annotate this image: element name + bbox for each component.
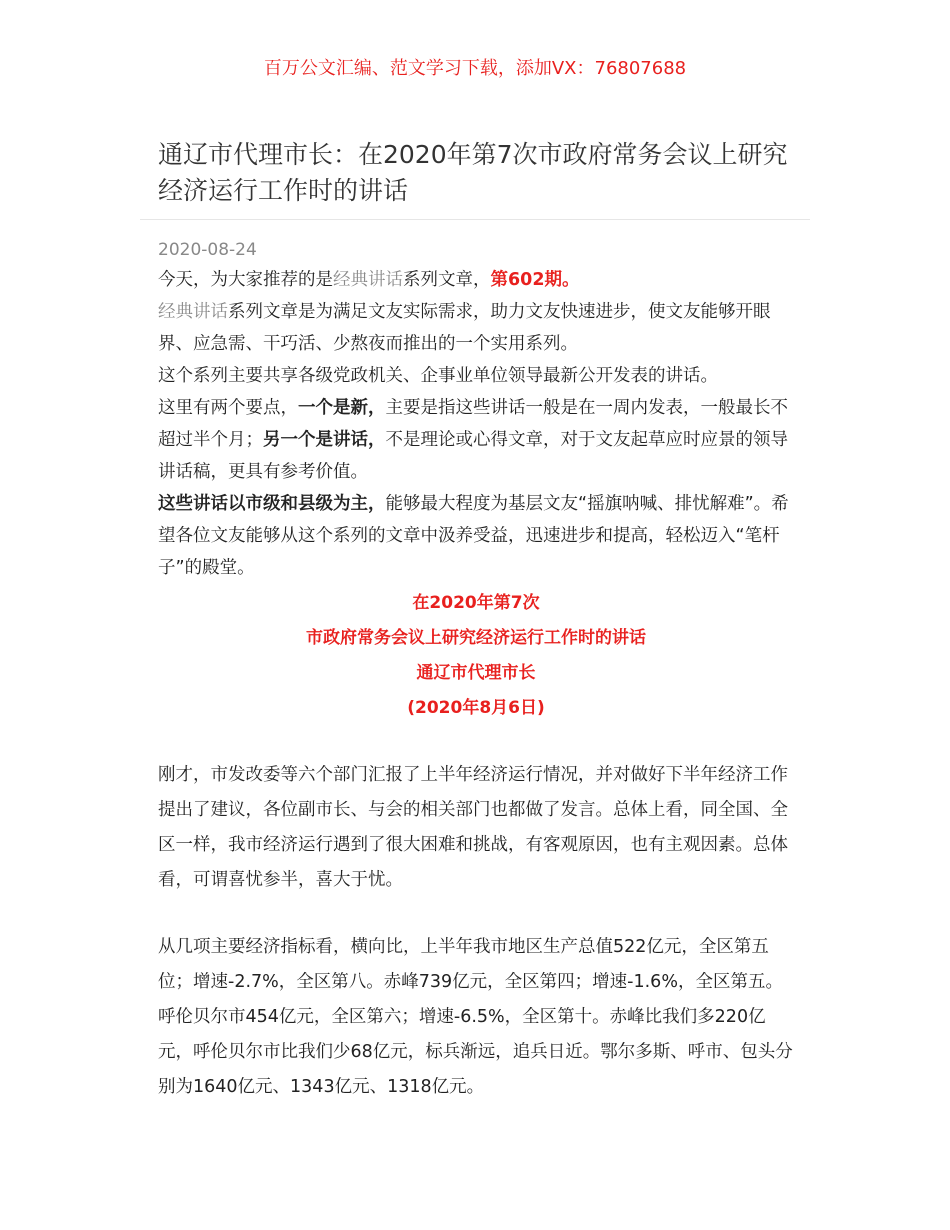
speech-heading-line-4: (2020年8月6日) xyxy=(407,698,545,718)
issue-number: 第602期。 xyxy=(490,270,580,290)
speech-heading xyxy=(158,586,794,726)
body-paragraph: 刚才，市发改委等六个部门汇报了上半年经济运行情况，并对做好下半年经济工作提出了建议，各位副市长、与会的相关部门也都做了发言。总体上看，同全国、全区一样，我市经济运行遇到了很大困难和挑战，有客观原因，也有主观因素。总体看，可谓喜忧参半，喜大于忧。 xyxy=(158,765,788,890)
series-name: 经典讲话 xyxy=(158,302,228,322)
intro-line-5: 这些讲话以市级和县级为主，能够最大程度为基层文友“摇旗呐喊、排忧解难”。希望各位文友能够从这个系列的文章中汲养受益，迅速进步和提高，轻松迈入“笔杆子”的殿堂。 xyxy=(158,494,789,578)
intro-line-2: 经典讲话系列文章是为满足文友实际需求，助力文友快速进步，使文友能够开眼界、应急需、干巧活、少熬夜而推出的一个实用系列。 xyxy=(158,302,771,354)
speech-heading-line-2: 市政府常务会议上研究经济运行工作时的讲话 xyxy=(306,628,646,648)
intro-line-1: 今天，为大家推荐的是经典讲话系列文章，第602期。 xyxy=(158,270,580,290)
title-divider xyxy=(140,219,810,220)
speech-heading-line-3: 通辽市代理市长 xyxy=(416,663,536,683)
publish-date: 2020-08-24 xyxy=(158,240,257,260)
body-paragraph: 从几项主要经济指标看，横向比，上半年我市地区生产总值522亿元，全区第五位；增速-2.7%，全区第八。赤峰739亿元，全区第四；增速-1.6%，全区第五。呼伦贝尔市454亿元，全区第六；增速-6.5%，全区第十。赤峰比我们多220亿元，呼伦贝尔市比我们少68亿元，标兵渐远，追兵日近。鄂尔多斯、呼市、包头分别为1640亿元、1343亿元、1318亿元。 xyxy=(158,937,793,1097)
article-title: 通辽市代理市长：在2020年第7次市政府常务会议上研究经济运行工作时的讲话 xyxy=(158,140,788,205)
speech-heading-line-1: 在2020年第7次 xyxy=(412,593,540,613)
intro-line-4: 这里有两个要点，一个是新，主要是指这些讲话一般是在一周内发表，一般最长不超过半个月；另一个是讲话，不是理论或心得文章，对于文友起草应时应景的领导讲话稿，更具有参考价值。 xyxy=(158,398,788,482)
promo-banner: 百万公文汇编、范文学习下载，添加VX：76807688 xyxy=(263,58,687,79)
intro-section xyxy=(158,264,794,584)
series-name: 经典讲话 xyxy=(333,270,403,290)
intro-line-3: 这个系列主要共享各级党政机关、企事业单位领导最新公开发表的讲话。 xyxy=(158,366,718,386)
